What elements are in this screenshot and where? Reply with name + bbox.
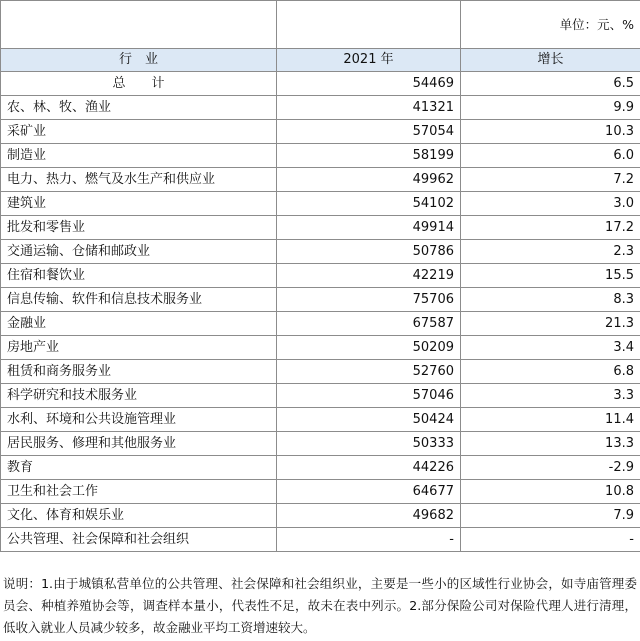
unit-label: 单位：元、% xyxy=(461,1,640,49)
industry-cell: 房地产业 xyxy=(1,336,277,360)
wage-cell: 52760 xyxy=(277,360,461,384)
industry-cell: 电力、热力、燃气及水生产和供应业 xyxy=(1,168,277,192)
growth-cell: -2.9 xyxy=(461,456,640,480)
wage-cell: 49962 xyxy=(277,168,461,192)
wage-cell: 42219 xyxy=(277,264,461,288)
growth-cell: 13.3 xyxy=(461,432,640,456)
growth-cell: 7.2 xyxy=(461,168,640,192)
industry-cell: 科学研究和技术服务业 xyxy=(1,384,277,408)
growth-cell: - xyxy=(461,528,640,552)
table-row xyxy=(1,192,640,216)
growth-cell: 8.3 xyxy=(461,288,640,312)
industry-cell: 农、林、牧、渔业 xyxy=(1,96,277,120)
table-row xyxy=(1,336,640,360)
industry-cell: 交通运输、仓储和邮政业 xyxy=(1,240,277,264)
table-row xyxy=(1,408,640,432)
table-row xyxy=(1,312,640,336)
industry-cell: 金融业 xyxy=(1,312,277,336)
industry-cell: 总 计 xyxy=(1,72,277,96)
wage-cell: 50424 xyxy=(277,408,461,432)
table-row xyxy=(1,528,640,552)
table-row xyxy=(1,96,640,120)
table-row xyxy=(1,264,640,288)
industry-cell: 住宿和餐饮业 xyxy=(1,264,277,288)
wage-cell: 50333 xyxy=(277,432,461,456)
growth-cell: 11.4 xyxy=(461,408,640,432)
industry-cell: 租赁和商务服务业 xyxy=(1,360,277,384)
growth-cell: 6.8 xyxy=(461,360,640,384)
wage-cell: 58199 xyxy=(277,144,461,168)
growth-cell: 10.3 xyxy=(461,120,640,144)
wage-cell: 64677 xyxy=(277,480,461,504)
table-row xyxy=(1,168,640,192)
growth-cell: 3.0 xyxy=(461,192,640,216)
growth-cell: 9.9 xyxy=(461,96,640,120)
wage-cell: 57054 xyxy=(277,120,461,144)
industry-cell: 信息传输、软件和信息技术服务业 xyxy=(1,288,277,312)
unit-row xyxy=(1,1,640,49)
industry-cell: 居民服务、修理和其他服务业 xyxy=(1,432,277,456)
wage-cell: 54102 xyxy=(277,192,461,216)
total-row xyxy=(1,72,640,96)
table-notes: 说明：1.由于城镇私营单位的公共管理、社会保障和社会组织业，主要是一些小的区域性行业协会，如寺庙管理委员会、种植养殖协会等，调查样本量小，代表性不足，故未在表中列示。2.部分保险公司对保险代理人进行清理，低收入就业人员减少较多，故金融业平均工资增速较大。 xyxy=(3,576,637,635)
wage-cell: 50786 xyxy=(277,240,461,264)
growth-cell: 15.5 xyxy=(461,264,640,288)
wage-cell: 67587 xyxy=(277,312,461,336)
industry-cell: 制造业 xyxy=(1,144,277,168)
wage-cell: 49914 xyxy=(277,216,461,240)
table-row xyxy=(1,384,640,408)
table-row xyxy=(1,144,640,168)
wage-cell: 50209 xyxy=(277,336,461,360)
growth-cell: 2.3 xyxy=(461,240,640,264)
header-year: 2021 年 xyxy=(277,49,461,72)
growth-cell: 6.0 xyxy=(461,144,640,168)
header-growth: 增长 xyxy=(461,49,640,72)
table-body xyxy=(1,72,640,552)
table-row xyxy=(1,456,640,480)
wage-cell: 57046 xyxy=(277,384,461,408)
table-row xyxy=(1,216,640,240)
header-row xyxy=(1,49,640,72)
industry-cell: 建筑业 xyxy=(1,192,277,216)
growth-cell: 6.5 xyxy=(461,72,640,96)
table-row xyxy=(1,480,640,504)
table-row xyxy=(1,240,640,264)
header-industry: 行 业 xyxy=(1,49,277,72)
industry-cell: 采矿业 xyxy=(1,120,277,144)
wage-cell: - xyxy=(277,528,461,552)
table-row xyxy=(1,120,640,144)
industry-cell: 卫生和社会工作 xyxy=(1,480,277,504)
growth-cell: 10.8 xyxy=(461,480,640,504)
wage-cell: 44226 xyxy=(277,456,461,480)
industry-cell: 教育 xyxy=(1,456,277,480)
growth-cell: 17.2 xyxy=(461,216,640,240)
table-row xyxy=(1,288,640,312)
table-row xyxy=(1,504,640,528)
wage-cell: 41321 xyxy=(277,96,461,120)
industry-cell: 公共管理、社会保障和社会组织 xyxy=(1,528,277,552)
wage-cell: 54469 xyxy=(277,72,461,96)
industry-cell: 批发和零售业 xyxy=(1,216,277,240)
industry-cell: 文化、体育和娱乐业 xyxy=(1,504,277,528)
wage-cell: 75706 xyxy=(277,288,461,312)
growth-cell: 21.3 xyxy=(461,312,640,336)
table-row xyxy=(1,432,640,456)
table-row xyxy=(1,360,640,384)
growth-cell: 3.4 xyxy=(461,336,640,360)
growth-cell: 7.9 xyxy=(461,504,640,528)
growth-cell: 3.3 xyxy=(461,384,640,408)
industry-cell: 水利、环境和公共设施管理业 xyxy=(1,408,277,432)
wage-cell: 49682 xyxy=(277,504,461,528)
